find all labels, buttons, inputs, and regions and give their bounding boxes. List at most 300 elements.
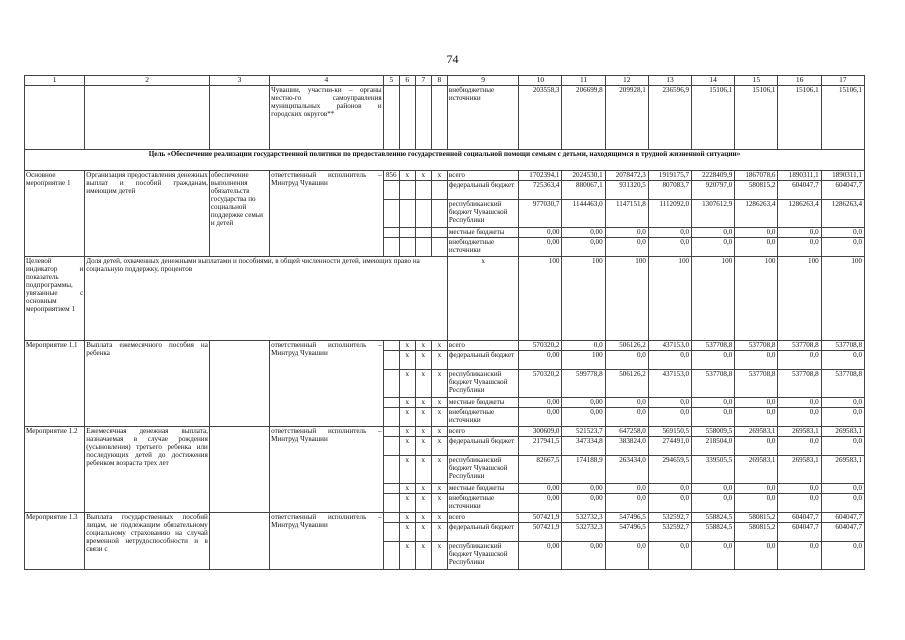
empty-cell: [209, 427, 269, 513]
value-cell: 0,0: [735, 238, 778, 257]
value-cell: 1147151,8: [605, 200, 648, 228]
table-row: [25, 341, 865, 351]
empty-cell: [209, 513, 269, 570]
indicator-row: [25, 257, 865, 341]
value-cell: 558824,5: [692, 523, 735, 542]
value-cell: 0,0: [648, 484, 691, 494]
value-cell: 15106,1: [821, 86, 864, 150]
value-cell: 532592,7: [648, 523, 691, 542]
value-cell: 82667,5: [519, 456, 562, 484]
table-row: [25, 171, 865, 181]
value-cell: 0,0: [778, 351, 821, 370]
code-cell: x: [399, 171, 415, 181]
funding-source-cell: республиканский бюджет Чувашской Республики: [447, 542, 518, 570]
value-cell: 0,0: [821, 494, 864, 513]
code-cell: [399, 181, 415, 200]
code-cell: x: [431, 494, 447, 513]
code-cell: [383, 351, 399, 370]
value-cell: 0,00: [562, 484, 605, 494]
activity-name-cell: Мероприятие 1.2: [25, 427, 85, 513]
empty-cell: [209, 341, 269, 427]
value-cell: 537708,8: [735, 341, 778, 351]
indicator-value-cell: 100: [562, 257, 605, 341]
empty-cell: [85, 86, 210, 150]
value-cell: 0,00: [519, 542, 562, 570]
value-cell: 0,0: [648, 238, 691, 257]
value-cell: 521523,7: [562, 427, 605, 437]
value-cell: 0,00: [562, 398, 605, 408]
executor-cell: ответственный исполнитель – Минтруд Чувашии: [270, 341, 384, 427]
table-row: [25, 86, 865, 150]
code-cell: [399, 228, 415, 238]
value-cell: 1286263,4: [778, 200, 821, 228]
code-cell: x: [431, 542, 447, 570]
column-number-header: 6: [399, 76, 415, 86]
table-body: [25, 76, 865, 570]
value-cell: 0,0: [778, 542, 821, 570]
code-cell: x: [399, 341, 415, 351]
code-cell: x: [399, 484, 415, 494]
activity-description-cell: Организация предоставления денежных выплат и пособий гражданам, имеющим детей: [85, 171, 210, 257]
value-cell: 218504,0: [692, 437, 735, 456]
code-cell: x: [431, 484, 447, 494]
code-cell: x: [431, 523, 447, 542]
value-cell: 0,0: [692, 351, 735, 370]
code-cell: x: [415, 398, 431, 408]
funding-source-cell: федеральный бюджет: [447, 523, 518, 542]
value-cell: 2078472,3: [605, 171, 648, 181]
code-cell: x: [399, 542, 415, 570]
code-cell: [383, 370, 399, 398]
value-cell: 0,0: [605, 494, 648, 513]
code-cell: [383, 228, 399, 238]
code-cell: [383, 398, 399, 408]
table-row: [25, 427, 865, 437]
value-cell: 580815,2: [735, 513, 778, 523]
value-cell: 0,0: [692, 542, 735, 570]
value-cell: 604047,7: [821, 181, 864, 200]
value-cell: 880067,1: [562, 181, 605, 200]
code-cell: x: [399, 370, 415, 398]
code-cell: x: [415, 427, 431, 437]
funding-source-cell: внебюджетные источники: [447, 238, 518, 257]
value-cell: 269583,1: [778, 456, 821, 484]
activity-name-cell: Основное мероприятие 1: [25, 171, 85, 257]
code-cell: x: [399, 494, 415, 513]
value-cell: 807083,7: [648, 181, 691, 200]
code-cell: [383, 238, 399, 257]
code-cell: [415, 238, 431, 257]
value-cell: 0,0: [735, 437, 778, 456]
value-cell: 1286263,4: [821, 200, 864, 228]
code-cell: x: [415, 341, 431, 351]
value-cell: 725363,4: [519, 181, 562, 200]
value-cell: 1144463,0: [562, 200, 605, 228]
value-cell: 0,0: [735, 408, 778, 427]
code-cell: x: [431, 513, 447, 523]
code-cell: x: [431, 370, 447, 398]
code-cell: x: [399, 513, 415, 523]
code-cell: x: [431, 171, 447, 181]
indicator-value-cell: 100: [692, 257, 735, 341]
code-cell: x: [415, 523, 431, 542]
code-cell: [383, 523, 399, 542]
value-cell: 537708,8: [778, 341, 821, 351]
executor-cell: ответственный исполнитель – Минтруд Чувашии: [270, 513, 384, 570]
value-cell: 0,00: [519, 238, 562, 257]
empty-cell: [25, 86, 85, 150]
code-cell: x: [415, 351, 431, 370]
value-cell: 532732,3: [562, 513, 605, 523]
funding-source-cell: республиканский бюджет Чувашской Республики: [447, 456, 518, 484]
value-cell: 537708,8: [778, 370, 821, 398]
value-cell: 0,00: [562, 238, 605, 257]
activity-description-cell: Выплата ежемесячного пособия на ребенка: [85, 341, 210, 427]
value-cell: 537708,8: [692, 370, 735, 398]
funding-source-cell: внебюджетные источники: [447, 408, 518, 427]
value-cell: 0,0: [562, 341, 605, 351]
value-cell: 347334,8: [562, 437, 605, 456]
code-cell: x: [415, 513, 431, 523]
funding-source-cell: федеральный бюджет: [447, 437, 518, 456]
table-row: [25, 513, 865, 523]
indicator-value-cell: 100: [519, 257, 562, 341]
value-cell: 0,0: [821, 437, 864, 456]
activity-name-cell: Мероприятие 1.3: [25, 513, 85, 570]
code-cell: x: [399, 408, 415, 427]
value-cell: 604047,7: [778, 181, 821, 200]
value-cell: 977030,7: [519, 200, 562, 228]
value-cell: 15106,1: [778, 86, 821, 150]
value-cell: 537708,8: [692, 341, 735, 351]
column-number-header: 9: [447, 76, 518, 86]
funding-source-cell: внебюджетные источники: [447, 494, 518, 513]
value-cell: 0,0: [778, 484, 821, 494]
value-cell: 0,0: [605, 238, 648, 257]
value-cell: 931320,5: [605, 181, 648, 200]
code-cell: x: [415, 437, 431, 456]
value-cell: 0,0: [605, 351, 648, 370]
code-cell: [431, 228, 447, 238]
value-cell: 647258,0: [605, 427, 648, 437]
value-cell: 269583,1: [735, 456, 778, 484]
column-number-row: [25, 76, 865, 86]
goal-heading: Цель «Обеспечение реализации государственной политики по предоставлению государственной социальной помощи семьям с детьми, находящимся в трудной жизненной ситуации»: [25, 150, 865, 171]
empty-cell: [415, 86, 431, 150]
value-cell: 294659,5: [648, 456, 691, 484]
column-number-header: 17: [821, 76, 864, 86]
code-cell: x: [399, 523, 415, 542]
column-number-header: 2: [85, 76, 210, 86]
value-cell: 604047,7: [778, 523, 821, 542]
value-cell: 0,00: [519, 228, 562, 238]
value-cell: 570320,2: [519, 370, 562, 398]
funding-source-cell: местные бюджеты: [447, 484, 518, 494]
code-cell: [383, 494, 399, 513]
activity-name-cell: Мероприятие 1.1: [25, 341, 85, 427]
value-cell: 0,0: [648, 408, 691, 427]
value-cell: 558009,5: [692, 427, 735, 437]
column-number-header: 10: [519, 76, 562, 86]
value-cell: 263434,0: [605, 456, 648, 484]
value-cell: 0,0: [735, 484, 778, 494]
value-cell: 236596,9: [648, 86, 691, 150]
value-cell: 15106,1: [735, 86, 778, 150]
code-cell: x: [431, 351, 447, 370]
column-number-header: 5: [383, 76, 399, 86]
column-number-header: 3: [209, 76, 269, 86]
value-cell: 0,0: [605, 542, 648, 570]
value-cell: 0,00: [519, 398, 562, 408]
column-number-header: 1: [25, 76, 85, 86]
value-cell: 0,00: [519, 351, 562, 370]
activity-description-cell: Ежемесячная денежная выплата, назначаемая в случае рождения (усыновления) третьего ребенка или последующих детей до достижения ребенком возраста трех лет: [85, 427, 210, 513]
value-cell: 532732,3: [562, 523, 605, 542]
code-cell: [383, 542, 399, 570]
empty-cell: [399, 86, 415, 150]
value-cell: 0,0: [778, 398, 821, 408]
executor-cell: ответственный исполнитель – Минтруд Чувашии: [270, 427, 384, 513]
value-cell: 203558,3: [519, 86, 562, 150]
value-cell: 537708,8: [821, 341, 864, 351]
value-cell: 506126,2: [605, 341, 648, 351]
indicator-text-cell: Доля детей, охваченных денежными выплатами и пособиями, в общей численности детей, имеющих право на социальную поддержку, процентов: [85, 257, 448, 341]
code-cell: [431, 238, 447, 257]
value-cell: 217941,5: [519, 437, 562, 456]
funding-source-cell: федеральный бюджет: [447, 351, 518, 370]
code-cell: [415, 200, 431, 228]
value-cell: 383824,0: [605, 437, 648, 456]
value-cell: 15106,1: [692, 86, 735, 150]
column-number-header: 16: [778, 76, 821, 86]
code-cell: [383, 456, 399, 484]
value-cell: 0,0: [605, 408, 648, 427]
value-cell: 0,0: [735, 351, 778, 370]
value-cell: 0,0: [821, 238, 864, 257]
code-cell: x: [399, 427, 415, 437]
value-cell: 547496,5: [605, 523, 648, 542]
value-cell: 206699,8: [562, 86, 605, 150]
code-cell: x: [415, 456, 431, 484]
value-cell: 1307612,9: [692, 200, 735, 228]
value-cell: 570320,2: [519, 341, 562, 351]
value-cell: 0,00: [562, 494, 605, 513]
funding-source-cell: республиканский бюджет Чувашской Республики: [447, 200, 518, 228]
value-cell: 1286263,4: [735, 200, 778, 228]
value-cell: 269583,1: [821, 427, 864, 437]
value-cell: 1112092,0: [648, 200, 691, 228]
code-cell: x: [431, 398, 447, 408]
value-cell: 339505,5: [692, 456, 735, 484]
value-cell: 0,00: [562, 228, 605, 238]
indicator-value-cell: 100: [821, 257, 864, 341]
value-cell: 0,0: [821, 351, 864, 370]
code-cell: [383, 437, 399, 456]
value-cell: 604047,7: [821, 523, 864, 542]
goal-row: [25, 150, 865, 171]
code-cell: [383, 427, 399, 437]
value-cell: 0,0: [648, 398, 691, 408]
funding-source-cell: республиканский бюджет Чувашской Республики: [447, 370, 518, 398]
value-cell: 174188,9: [562, 456, 605, 484]
code-cell: x: [431, 456, 447, 484]
value-cell: 0,0: [692, 238, 735, 257]
indicator-value-cell: 100: [778, 257, 821, 341]
value-cell: 0,0: [821, 408, 864, 427]
code-cell: [415, 228, 431, 238]
value-cell: 0,0: [778, 437, 821, 456]
code-cell: [383, 513, 399, 523]
code-cell: [415, 181, 431, 200]
value-cell: 0,0: [821, 228, 864, 238]
value-cell: 569150,5: [648, 427, 691, 437]
code-cell: [431, 200, 447, 228]
code-cell: [431, 181, 447, 200]
column-number-header: 4: [270, 76, 384, 86]
funding-source-cell: всего: [447, 427, 518, 437]
empty-cell: [431, 86, 447, 150]
code-cell: [383, 484, 399, 494]
code-cell: x: [399, 398, 415, 408]
code-cell: [383, 200, 399, 228]
funding-source-cell: всего: [447, 341, 518, 351]
funding-source-cell: местные бюджеты: [447, 398, 518, 408]
value-cell: 0,00: [519, 484, 562, 494]
indicator-code-cell: x: [447, 257, 518, 341]
code-cell: [383, 408, 399, 427]
indicator-label-cell: Целевой индикатор и показатель подпрограммы, увязанные с основным мероприятием 1: [25, 257, 85, 341]
value-cell: 580815,2: [735, 523, 778, 542]
value-cell: 0,0: [692, 408, 735, 427]
value-cell: 1867078,6: [735, 171, 778, 181]
value-cell: 580815,2: [735, 181, 778, 200]
expected-result-cell: обеспечение выполнения обязательств государства по социальной поддержке семьи и детей: [209, 171, 269, 257]
code-cell: x: [415, 171, 431, 181]
code-cell: x: [415, 494, 431, 513]
indicator-value-cell: 100: [605, 257, 648, 341]
value-cell: 507421,9: [519, 513, 562, 523]
value-cell: 0,00: [519, 494, 562, 513]
value-cell: 1890311,1: [778, 171, 821, 181]
value-cell: 0,0: [648, 494, 691, 513]
value-cell: 0,0: [692, 484, 735, 494]
funding-source-cell: местные бюджеты: [447, 228, 518, 238]
value-cell: 0,0: [821, 542, 864, 570]
value-cell: 0,0: [778, 408, 821, 427]
value-cell: 537708,8: [735, 370, 778, 398]
column-number-header: 12: [605, 76, 648, 86]
value-cell: 209928,1: [605, 86, 648, 150]
code-cell: x: [415, 542, 431, 570]
funding-source-cell: всего: [447, 513, 518, 523]
value-cell: 547496,5: [605, 513, 648, 523]
value-cell: 507421,9: [519, 523, 562, 542]
program-table: [24, 75, 865, 570]
code-cell: [399, 200, 415, 228]
code-cell: [383, 181, 399, 200]
empty-cell: [209, 86, 269, 150]
indicator-value-cell: 100: [648, 257, 691, 341]
value-cell: 537708,8: [821, 370, 864, 398]
value-cell: 920797,0: [692, 181, 735, 200]
code-cell: x: [431, 437, 447, 456]
value-cell: 2228409,9: [692, 171, 735, 181]
column-number-header: 14: [692, 76, 735, 86]
value-cell: 506126,2: [605, 370, 648, 398]
funding-source-cell: федеральный бюджет: [447, 181, 518, 200]
column-number-header: 13: [648, 76, 691, 86]
code-cell: [399, 238, 415, 257]
value-cell: 1919175,7: [648, 171, 691, 181]
value-cell: 0,0: [735, 228, 778, 238]
value-cell: 0,0: [648, 542, 691, 570]
column-number-header: 15: [735, 76, 778, 86]
code-cell: 856: [383, 171, 399, 181]
code-cell: x: [431, 408, 447, 427]
code-cell: [383, 341, 399, 351]
page-number: 74: [446, 52, 459, 66]
code-cell: x: [415, 370, 431, 398]
value-cell: 604047,7: [778, 513, 821, 523]
column-number-header: 11: [562, 76, 605, 86]
value-cell: 599778,8: [562, 370, 605, 398]
code-cell: x: [415, 408, 431, 427]
value-cell: 532592,7: [648, 513, 691, 523]
value-cell: 0,0: [648, 228, 691, 238]
value-cell: 0,0: [821, 398, 864, 408]
value-cell: 0,0: [735, 494, 778, 513]
code-cell: x: [399, 456, 415, 484]
value-cell: 300609,0: [519, 427, 562, 437]
code-cell: x: [431, 427, 447, 437]
value-cell: 0,00: [562, 408, 605, 427]
participants-cell: Чувашии, участни-ки – органы местно-го самоуправления муниципальных районов и городских округов**: [270, 86, 384, 150]
value-cell: 0,0: [735, 542, 778, 570]
value-cell: 0,0: [735, 398, 778, 408]
value-cell: 437153,0: [648, 370, 691, 398]
value-cell: 437153,0: [648, 341, 691, 351]
value-cell: 274491,0: [648, 437, 691, 456]
value-cell: 0,0: [692, 228, 735, 238]
value-cell: 0,0: [605, 228, 648, 238]
value-cell: 0,00: [562, 542, 605, 570]
funding-source-cell: внебюджетные источники: [447, 86, 518, 150]
code-cell: x: [431, 341, 447, 351]
value-cell: 100: [562, 351, 605, 370]
value-cell: 0,0: [778, 228, 821, 238]
value-cell: 1702394,1: [519, 171, 562, 181]
value-cell: 0,0: [778, 238, 821, 257]
activity-description-cell: Выплата государственных пособий лицам, не подлежащим обязательному социальному страхованию на случай временной нетрудоспособности и в связи с: [85, 513, 210, 570]
code-cell: x: [399, 351, 415, 370]
column-number-header: 8: [431, 76, 447, 86]
value-cell: 0,0: [692, 494, 735, 513]
value-cell: 558824,5: [692, 513, 735, 523]
code-cell: x: [415, 484, 431, 494]
value-cell: 0,0: [648, 351, 691, 370]
value-cell: 269583,1: [778, 427, 821, 437]
value-cell: 2024530,1: [562, 171, 605, 181]
value-cell: 0,0: [692, 398, 735, 408]
value-cell: 0,00: [519, 408, 562, 427]
value-cell: 269583,1: [735, 427, 778, 437]
funding-source-cell: всего: [447, 171, 518, 181]
value-cell: 0,0: [821, 484, 864, 494]
empty-cell: [383, 86, 399, 150]
value-cell: 0,0: [605, 484, 648, 494]
code-cell: x: [399, 437, 415, 456]
value-cell: 269583,1: [821, 456, 864, 484]
